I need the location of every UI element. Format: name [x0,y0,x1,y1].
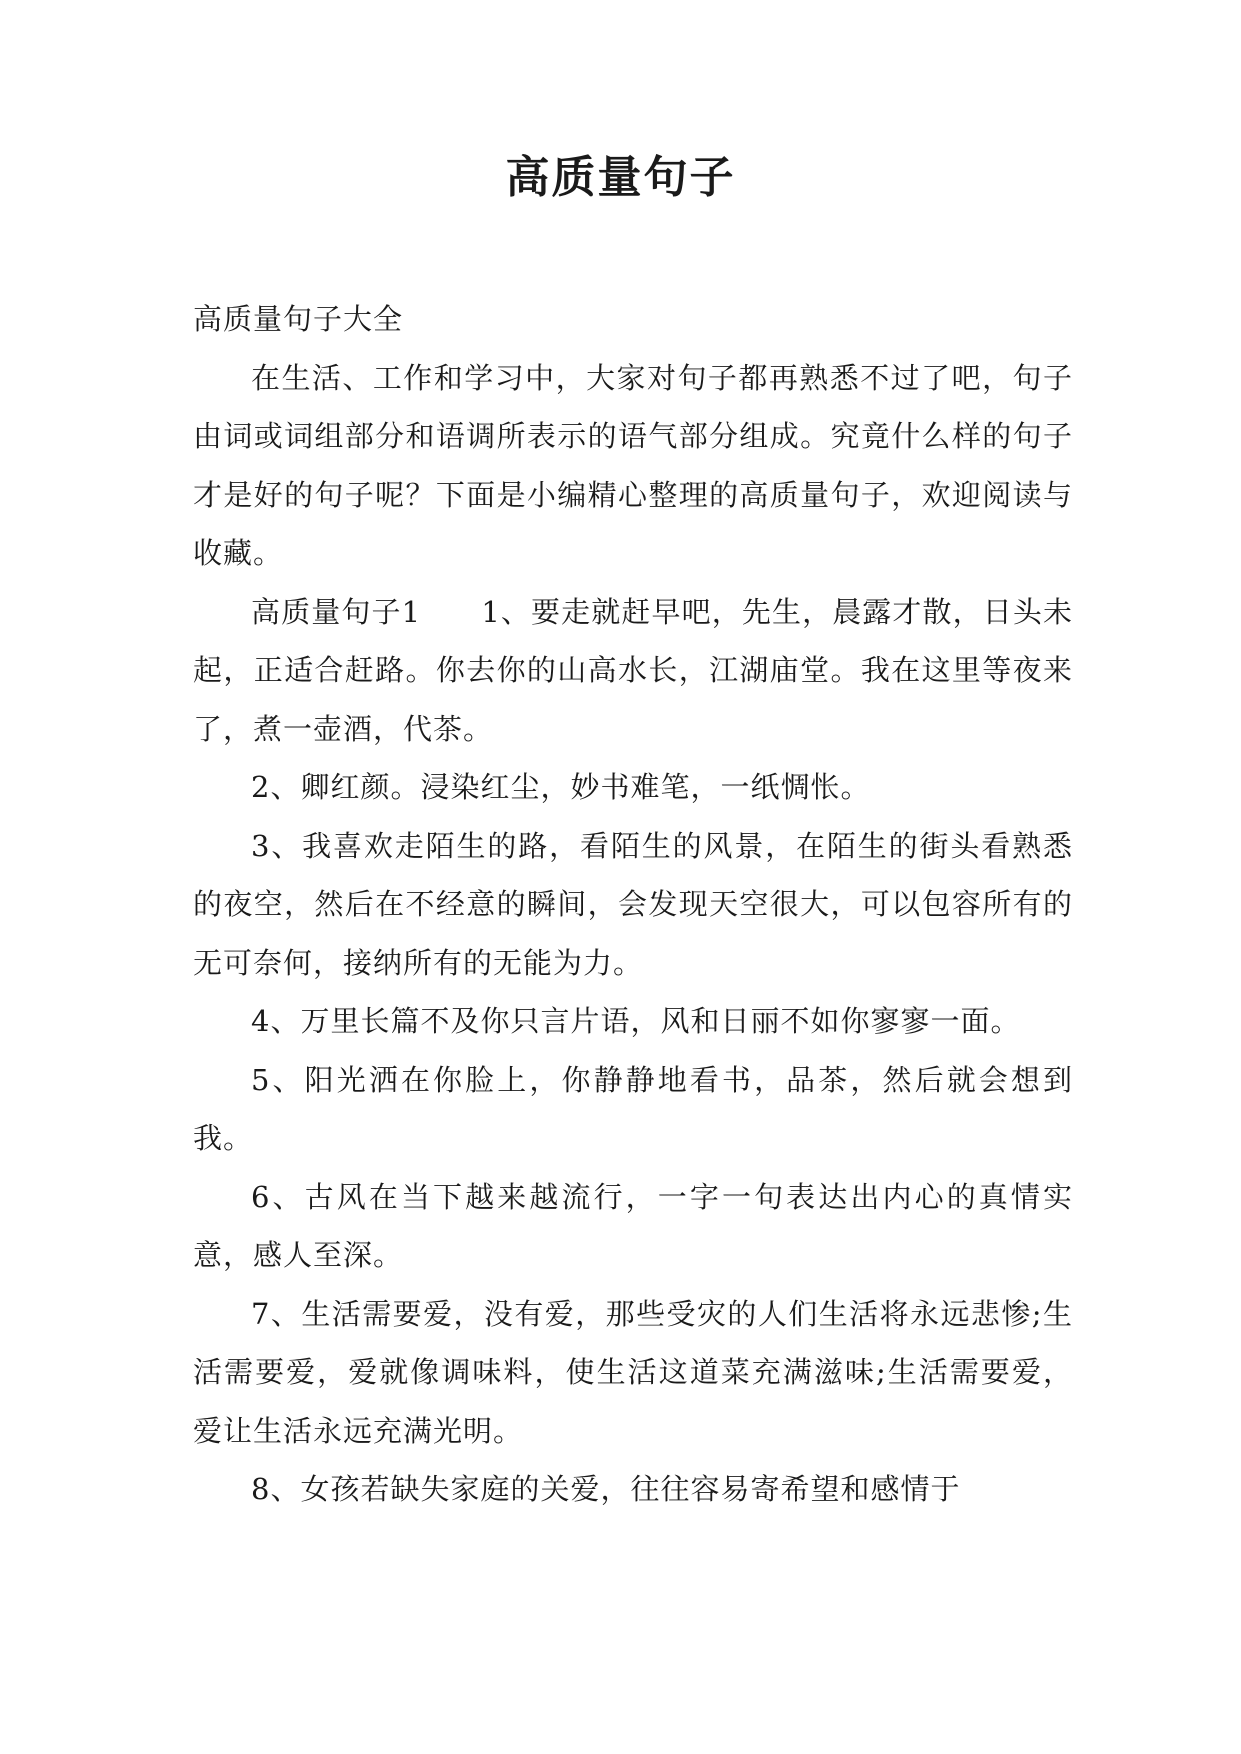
intro-paragraph: 在生活、工作和学习中，大家对句子都再熟悉不过了吧，句子由词或词组部分和语调所表示的语气部分组成。究竟什么样的句子才是好的句子呢？下面是小编精心整理的高质量句子，欢迎阅读与收藏。 [193,360,1073,570]
sentence-paragraph-5: 5、阳光洒在你脸上，你静静地看书，品茶，然后就会想到我。 [193,1062,1073,1155]
document-body [193,290,1073,1519]
sentence-paragraph-4: 4、万里长篇不及你只言片语，风和日丽不如你寥寥一面。 [251,1004,1021,1038]
document-title: 高质量句子 [505,152,736,203]
sentence-paragraph-3: 3、我喜欢走陌生的路，看陌生的风景，在陌生的街头看熟悉的夜空，然后在不经意的瞬间，会发现天空很大，可以包容所有的无可奈何，接纳所有的无能为力。 [193,828,1073,980]
sentence-paragraph-1: 高质量句子1 1、要走就赶早吧，先生，晨露才散，日头未起，正适合赶路。你去你的山高水长，江湖庙堂。我在这里等夜来了，煮一壶酒，代茶。 [193,594,1073,746]
document-subtitle: 高质量句子大全 [193,302,404,336]
sentence-paragraph-6: 6、古风在当下越来越流行，一字一句表达出内心的真情实意，感人至深。 [193,1179,1073,1272]
sentence-paragraph-8: 8、女孩若缺失家庭的关爱，往往容易寄希望和感情于 [251,1472,961,1506]
sentence-paragraph-2: 2、卿红颜。浸染红尘，妙书难笔，一纸惆怅。 [251,770,871,804]
sentence-paragraph-7: 7、生活需要爱，没有爱，那些受灾的人们生活将永远悲惨;生活需要爱，爱就像调味料，使生活这道菜充满滋味;生活需要爱，爱让生活永远充满光明。 [193,1296,1073,1448]
